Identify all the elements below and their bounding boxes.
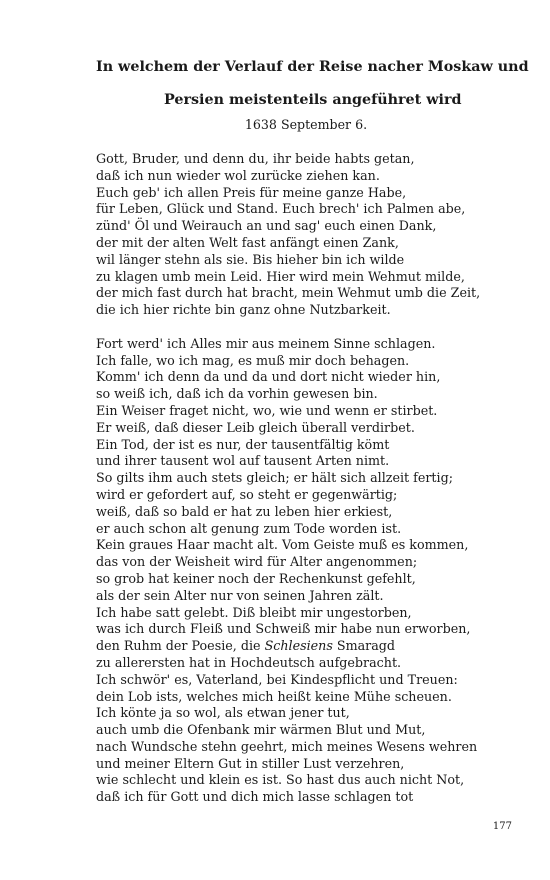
poem-line: daß ich für Gott und dich mich lasse schlagen tot	[96, 789, 414, 805]
poem-line-prefix: den Ruhm der Poesie, die	[96, 638, 265, 654]
poem-date: 1638 September 6.	[244, 117, 368, 132]
poem-line: daß ich nun wieder wol zurücke ziehen kan.	[96, 167, 380, 183]
poem-line: er auch schon alt genung zum Tode worden ist.	[96, 520, 402, 536]
poem-line-suffix: Smaragd	[332, 638, 396, 654]
stanza-1	[96, 151, 536, 319]
poem-line: So gilts ihm auch stets gleich; er hält sich allzeit fertig;	[96, 470, 453, 486]
poem-line: zu klagen umb mein Leid. Hier wird mein Wehmut milde,	[96, 268, 465, 284]
poem-line: wie schlecht und klein es ist. So hast dus auch nicht Not,	[96, 772, 465, 788]
poem-line: weiß, daß so bald er hat zu leben hier erkiest,	[96, 503, 393, 519]
chapter-heading-line-1: In welchem der Verlauf der Reise nacher Moskaw und	[96, 59, 529, 75]
page-number: 177	[492, 821, 512, 832]
poem-line: Kein graues Haar macht alt. Vom Geiste muß es kommen,	[96, 537, 469, 553]
poem-line: Ein Weiser fraget nicht, wo, wie und wenn er stirbet.	[96, 402, 438, 418]
poem-line: für Leben, Glück und Stand. Euch brech' ich Palmen abe,	[96, 201, 466, 217]
poem-body	[96, 151, 536, 806]
poem-line: der mich fast durch hat bracht, mein Wehmut umb die Zeit,	[96, 285, 481, 301]
poem-line: und ihrer tausent wol auf tausent Arten nimt.	[96, 453, 390, 469]
poem-line: als der sein Alter nur von seinen Jahren zält.	[96, 587, 384, 603]
poem-line: Ich könte ja so wol, als etwan jener tut,	[96, 705, 350, 721]
poem-line: nach Wundsche stehn geehrt, mich meines Wesens wehren	[96, 738, 478, 754]
poem-line-with-italic	[96, 638, 536, 655]
poem-line: das von der Weisheit wird für Alter angenommen;	[96, 554, 418, 570]
chapter-heading-line-2: Persien meistenteils angeführet wird	[164, 92, 462, 108]
poem-line: auch umb die Ofenbank mir wärmen Blut und Mut,	[96, 722, 426, 738]
poem-line: zu allerersten hat in Hochdeutsch aufgebracht.	[96, 654, 402, 670]
poem-line: und meiner Eltern Gut in stiller Lust verzehren,	[96, 755, 405, 771]
poem-line: so grob hat keiner noch der Rechenkunst gefehlt,	[96, 570, 416, 586]
poem-line: so weiß ich, daß ich da vorhin gewesen bin.	[96, 386, 378, 402]
italic-word: Schlesiens	[264, 638, 333, 654]
poem-line: Ich falle, wo ich mag, es muß mir doch behagen.	[96, 352, 410, 368]
stanza-2	[96, 336, 536, 806]
poem-line: die ich hier richte bin ganz ohne Nutzbarkeit.	[96, 302, 391, 318]
poem-line: zünd' Öl und Weirauch an und sag' euch einen Dank,	[96, 218, 437, 234]
poem-line: Ich habe satt gelebt. Diß bleibt mir ungestorben,	[96, 604, 412, 620]
poem-line: der mit der alten Welt fast anfängt einen Zank,	[96, 234, 399, 250]
poem-line: Fort werd' ich Alles mir aus meinem Sinne schlagen.	[96, 335, 436, 351]
poem-line: Komm' ich denn da und da und dort nicht wieder hin,	[96, 369, 441, 385]
poem-line: Gott, Bruder, und denn du, ihr beide habts getan,	[96, 151, 415, 166]
poem-line: Ein Tod, der ist es nur, der tausentfältig kömt	[96, 436, 390, 452]
poem-line: wil länger stehn als sie. Bis hieher bin ich wilde	[96, 251, 405, 267]
poem-line: was ich durch Fleiß und Schweiß mir habe nun erworben,	[96, 621, 471, 637]
poem-line: Er weiß, daß dieser Leib gleich überall verdirbet.	[96, 419, 415, 435]
poem-line: dein Lob ists, welches mich heißt keine Mühe scheuen.	[96, 688, 452, 704]
poem-line: Ich schwör' es, Vaterland, bei Kindespflicht und Treuen:	[96, 671, 458, 687]
poem-line: wird er gefordert auf, so steht er gegenwärtig;	[96, 486, 398, 502]
poem-line: Euch geb' ich allen Preis für meine ganze Habe,	[96, 184, 407, 200]
